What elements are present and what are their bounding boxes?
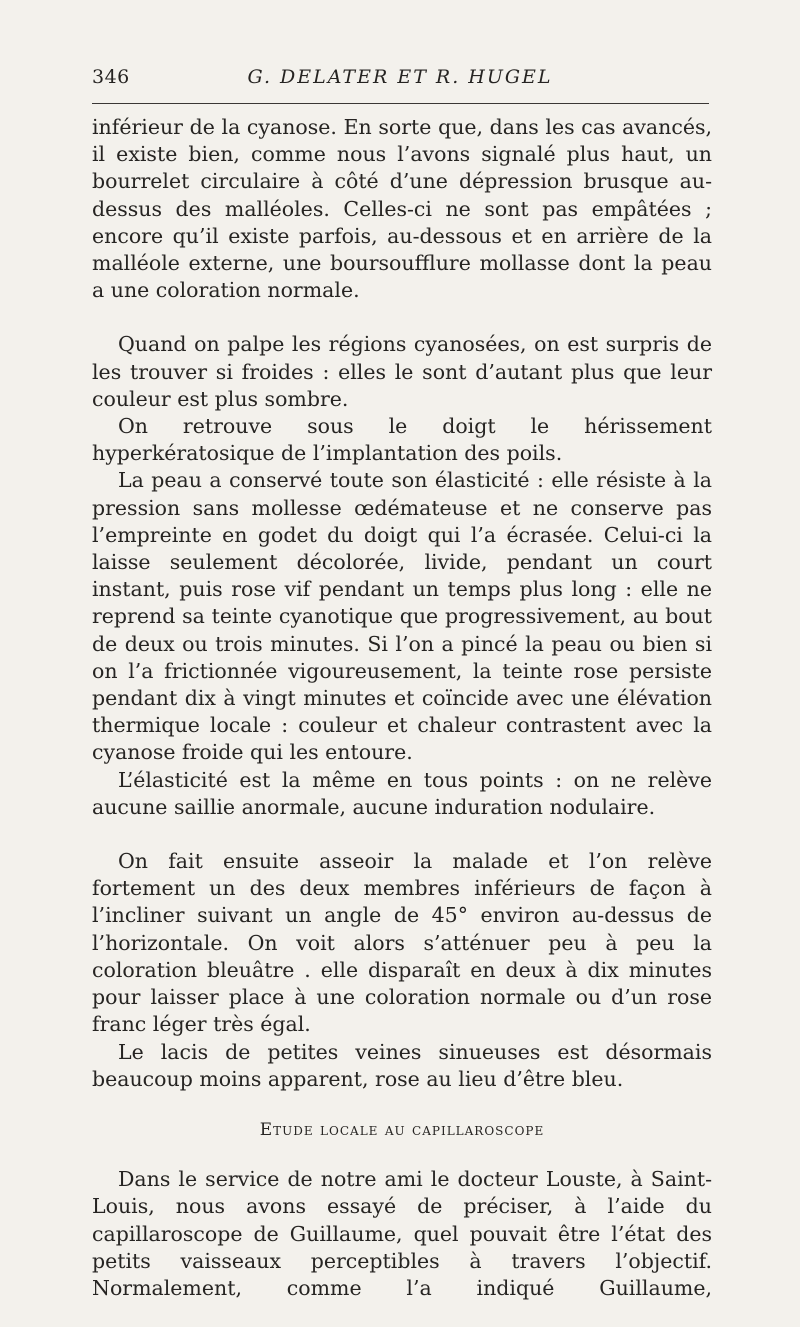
paragraph: L’élasticité est la même en tous points : on ne relève aucune saillie anormale, aucune induration nodulaire. <box>92 767 712 819</box>
paragraph: Quand on palpe les régions cyanosées, on est surpris de les trouver si froides : elles le sont d’autant plus que leur couleur est plus sombre. <box>92 332 712 411</box>
body-text <box>92 114 712 1302</box>
paragraph-gap <box>92 304 712 331</box>
paragraph: inférieur de la cyanose. En sorte que, dans les cas avancés, il existe bien, comme nous l’avons signalé plus haut, un bourrelet circulaire à côté d’une dépression brusque au-dessus des malléoles. Celles-ci ne sont pas empâtées ; encore qu’il existe parfois, au-dessous et en arrière de la malléole externe, une boursoufflure mollasse dont la peau a une coloration normale. <box>92 115 712 303</box>
paragraph: Dans le service de notre ami le docteur Louste, à Saint-Louis, nous avons essayé de préciser, à l’aide du capillaroscope de Guillaume, quel pouvait être l’état des petits vaisseaux perceptibles à travers l’objectif. Normalement, comme l’a indiqué Guillaume, <box>92 1167 712 1300</box>
page-number: 346 <box>92 66 130 88</box>
page-header <box>92 66 708 96</box>
section-heading: Etude locale au capillaroscope <box>259 1119 545 1140</box>
paragraph: Le lacis de petites veines sinueuses est désormais beaucoup moins apparent, rose au lieu d’être bleu. <box>92 1039 712 1091</box>
paragraph: On retrouve sous le doigt le hérissement hyperkératosique de l’implantation des poils. <box>92 414 712 466</box>
paragraph: La peau a conservé toute son élasticité : elle résiste à la pression sans mollesse œdémateuse et ne conserve pas l’empreinte en godet du doigt qui l’a écrasée. Celui-ci la laisse seulement décolorée, livide, pendant un court instant, puis rose vif pendant un temps plus long : elle ne reprend sa teinte cyanotique que progressivement, au bout de deux ou trois minutes. Si l’on a pincé la peau ou bien si on l’a frictionnée vigoureusement, la teinte rose persiste pendant dix à vingt minutes et coïncide avec une élévation thermique locale : couleur et chaleur contrastent avec la cyanose froide qui les entoure. <box>92 468 712 765</box>
running-head: G. DELATER ET R. HUGEL <box>247 66 553 88</box>
header-rule <box>92 103 709 104</box>
paragraph-gap <box>92 821 712 848</box>
paragraph: On fait ensuite asseoir la malade et l’on relève fortement un des deux membres inférieurs de façon à l’incliner suivant un angle de 45° environ au-dessus de l’horizontale. On voit alors s’atténuer peu à peu la coloration bleuâtre . elle disparaît en deux à dix minutes pour laisser place à une coloration normale ou d’un rose franc léger très égal. <box>92 849 712 1037</box>
